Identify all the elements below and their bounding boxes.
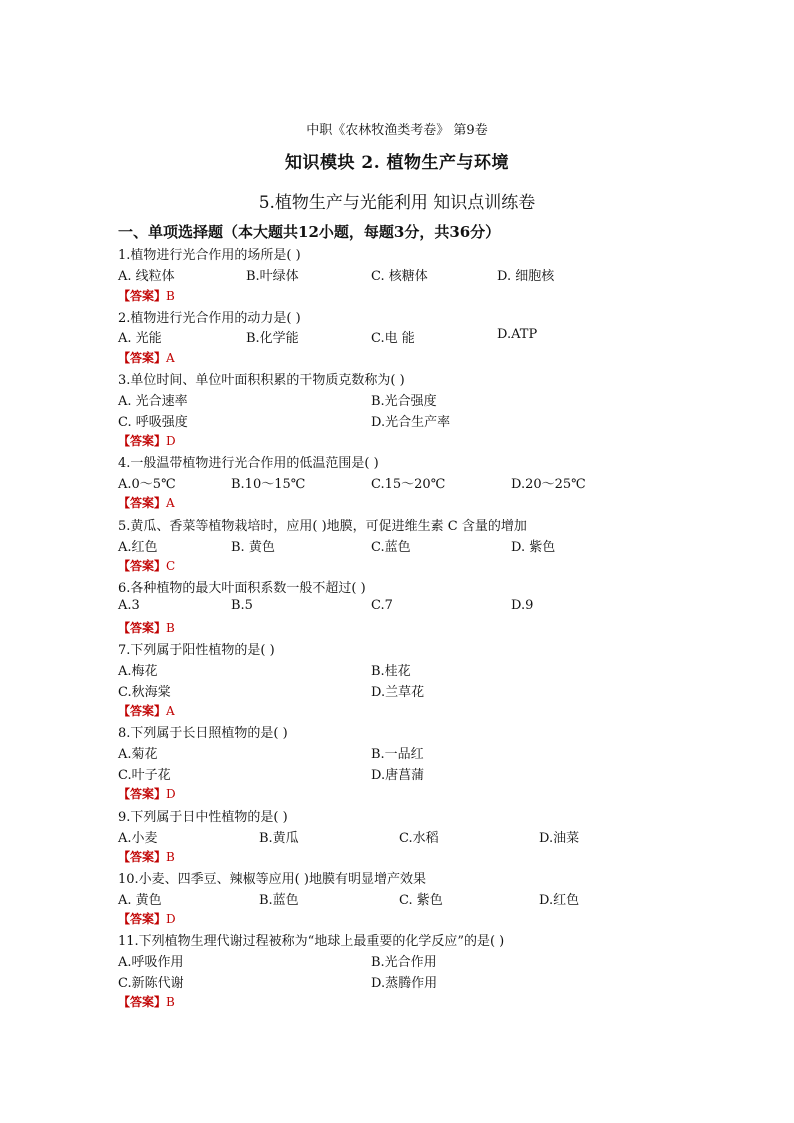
answer-tag: 【答案】 (118, 559, 167, 573)
option-a: A.0～5℃ (118, 477, 176, 492)
question-stem: 9.下列属于日中性植物的是( ) (118, 810, 288, 825)
answer-value: B (166, 850, 175, 864)
option-d: D.红色 (539, 893, 580, 908)
answer-value: B (166, 289, 175, 303)
option-d: D.光合生产率 (371, 415, 451, 430)
question-stem: 8.下列属于长日照植物的是( ) (118, 726, 288, 741)
question-stem: 10.小麦、四季豆、辣椒等应用( )地膜有明显增产效果 (118, 872, 426, 887)
option-a: A. 黄色 (118, 893, 162, 908)
answer-tag: 【答案】 (118, 621, 167, 635)
answer-line (118, 993, 175, 1010)
option-d: D. 紫色 (511, 540, 556, 555)
answer-value: B (166, 995, 175, 1009)
answer-line (118, 432, 176, 449)
option-c: C.电 能 (371, 331, 415, 346)
option-c: C.7 (371, 598, 393, 613)
answer-line (118, 910, 176, 927)
answer-tag: 【答案】 (118, 289, 167, 303)
option-c: C.蓝色 (371, 540, 411, 555)
series-title: 中职《农林牧渔类考卷》 第9卷 (306, 123, 488, 138)
option-b: B.化学能 (246, 331, 299, 346)
answer-value: A (166, 496, 175, 510)
option-b: B.一品红 (371, 747, 424, 762)
option-b: B.叶绿体 (246, 269, 299, 284)
option-b: B.10～15℃ (231, 477, 306, 492)
answer-line (118, 785, 176, 802)
module-title: 知识模块 2. 植物生产与环境 (284, 153, 510, 173)
answer-line (118, 557, 175, 574)
option-b: B.桂花 (371, 664, 411, 679)
paper-subtitle: 5.植物生产与光能利用 知识点训练卷 (258, 193, 536, 213)
option-a: A.红色 (118, 540, 158, 555)
answer-line (118, 702, 175, 719)
answer-tag: 【答案】 (118, 351, 167, 365)
option-d: D.油菜 (539, 831, 580, 846)
option-a: A. 线粒体 (118, 269, 175, 284)
answer-line (118, 848, 175, 865)
answer-value: D (166, 434, 176, 448)
answer-tag: 【答案】 (118, 850, 167, 864)
question-stem: 7.下列属于阳性植物的是( ) (118, 643, 275, 658)
answer-line (118, 619, 175, 636)
question-stem: 2.植物进行光合作用的动力是( ) (118, 311, 301, 326)
option-d: D.9 (511, 598, 534, 613)
answer-value: D (166, 787, 176, 801)
option-c: C.秋海棠 (118, 685, 171, 700)
option-d: D.20～25℃ (511, 477, 586, 492)
option-b: B.5 (231, 598, 253, 613)
question-stem: 4.一般温带植物进行光合作用的低温范围是( ) (118, 456, 379, 471)
answer-tag: 【答案】 (118, 995, 167, 1009)
answer-value: B (166, 621, 175, 635)
question-stem: 3.单位时间、单位叶面积积累的干物质克数称为( ) (118, 373, 405, 388)
question-stem: 1.植物进行光合作用的场所是( ) (118, 248, 301, 263)
option-c: C.15～20℃ (371, 477, 446, 492)
option-c: C.新陈代谢 (118, 976, 184, 991)
answer-value: C (166, 559, 176, 573)
option-b: B. 黄色 (231, 540, 275, 555)
option-d: D.ATP (497, 327, 538, 342)
answer-line (118, 349, 175, 366)
option-a: A.3 (118, 598, 140, 613)
answer-tag: 【答案】 (118, 434, 167, 448)
answer-tag: 【答案】 (118, 704, 167, 718)
answer-line (118, 494, 175, 511)
option-c: C. 紫色 (399, 893, 443, 908)
option-b: B.蓝色 (259, 893, 299, 908)
option-d: D.唐菖蒲 (371, 768, 425, 783)
answer-tag: 【答案】 (118, 912, 167, 926)
answer-value: A (166, 704, 175, 718)
option-d: D.蒸腾作用 (371, 976, 438, 991)
question-stem: 11.下列植物生理代谢过程被称为“地球上最重要的化学反应”的是( ) (118, 934, 505, 949)
option-c: C. 核糖体 (371, 269, 428, 284)
option-a: A.菊花 (118, 747, 158, 762)
option-a: A. 光能 (118, 331, 162, 346)
answer-tag: 【答案】 (118, 496, 167, 510)
option-c: C.水稻 (399, 831, 439, 846)
option-b: B.黄瓜 (259, 831, 299, 846)
option-a: A.小麦 (118, 831, 158, 846)
answer-value: D (166, 912, 176, 926)
answer-line (118, 287, 175, 304)
question-stem: 5.黄瓜、香菜等植物栽培时，应用( )地膜，可促进维生素 C 含量的增加 (118, 519, 527, 534)
option-b: B.光合强度 (371, 394, 437, 409)
option-d: D. 细胞核 (497, 269, 555, 284)
answer-tag: 【答案】 (118, 787, 167, 801)
option-d: D.兰草花 (371, 685, 425, 700)
answer-value: A (166, 351, 175, 365)
option-a: A.梅花 (118, 664, 158, 679)
option-b: B.光合作用 (371, 955, 437, 970)
option-c: C. 呼吸强度 (118, 415, 188, 430)
section-heading: 一、单项选择题（本大题共12小题，每题3分，共36分） (118, 223, 501, 241)
option-c: C.叶子花 (118, 768, 171, 783)
question-stem: 6.各种植物的最大叶面积系数一般不超过( ) (118, 581, 366, 596)
option-a: A.呼吸作用 (118, 955, 184, 970)
option-a: A. 光合速率 (118, 394, 188, 409)
